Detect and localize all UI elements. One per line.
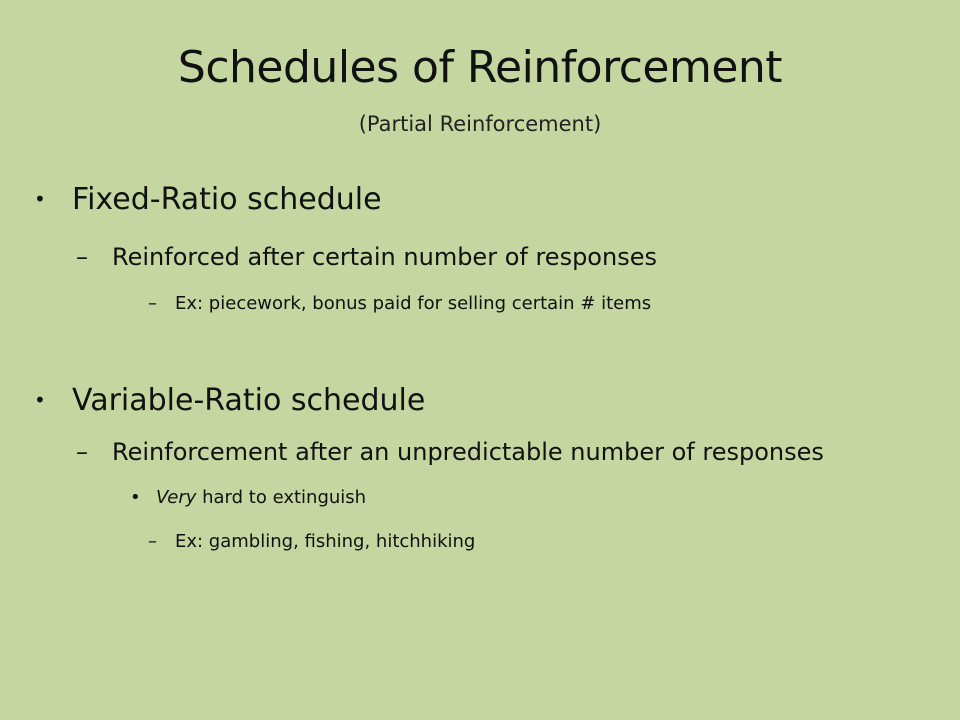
example-fixed-ratio: Ex: piecework, bonus paid for selling certain # items [175, 293, 652, 314]
dash-marker: – [76, 243, 88, 271]
sub-bullet-fixed-ratio: Reinforced after certain number of responses [112, 243, 657, 271]
bullet-fixed-ratio: Fixed-Ratio schedule [72, 182, 382, 217]
bullet-marker: • [130, 487, 141, 508]
slide-subtitle: (Partial Reinforcement) [358, 112, 602, 136]
bullet-marker: • [34, 187, 46, 211]
note-text: hard to extinguish [196, 487, 367, 508]
note-hard-to-extinguish [156, 486, 366, 510]
bullet-marker: • [34, 388, 46, 412]
dash-marker: – [148, 293, 157, 314]
example-variable-ratio: Ex: gambling, fishing, hitchhiking [175, 531, 476, 552]
emphasis-very: Very [156, 487, 197, 508]
slide-title: Schedules of Reinforcement [177, 42, 783, 93]
dash-marker: – [148, 531, 157, 552]
bullet-variable-ratio: Variable-Ratio schedule [72, 383, 426, 418]
sub-bullet-variable-ratio: Reinforcement after an unpredictable number of responses [112, 438, 824, 466]
dash-marker: – [76, 438, 88, 466]
